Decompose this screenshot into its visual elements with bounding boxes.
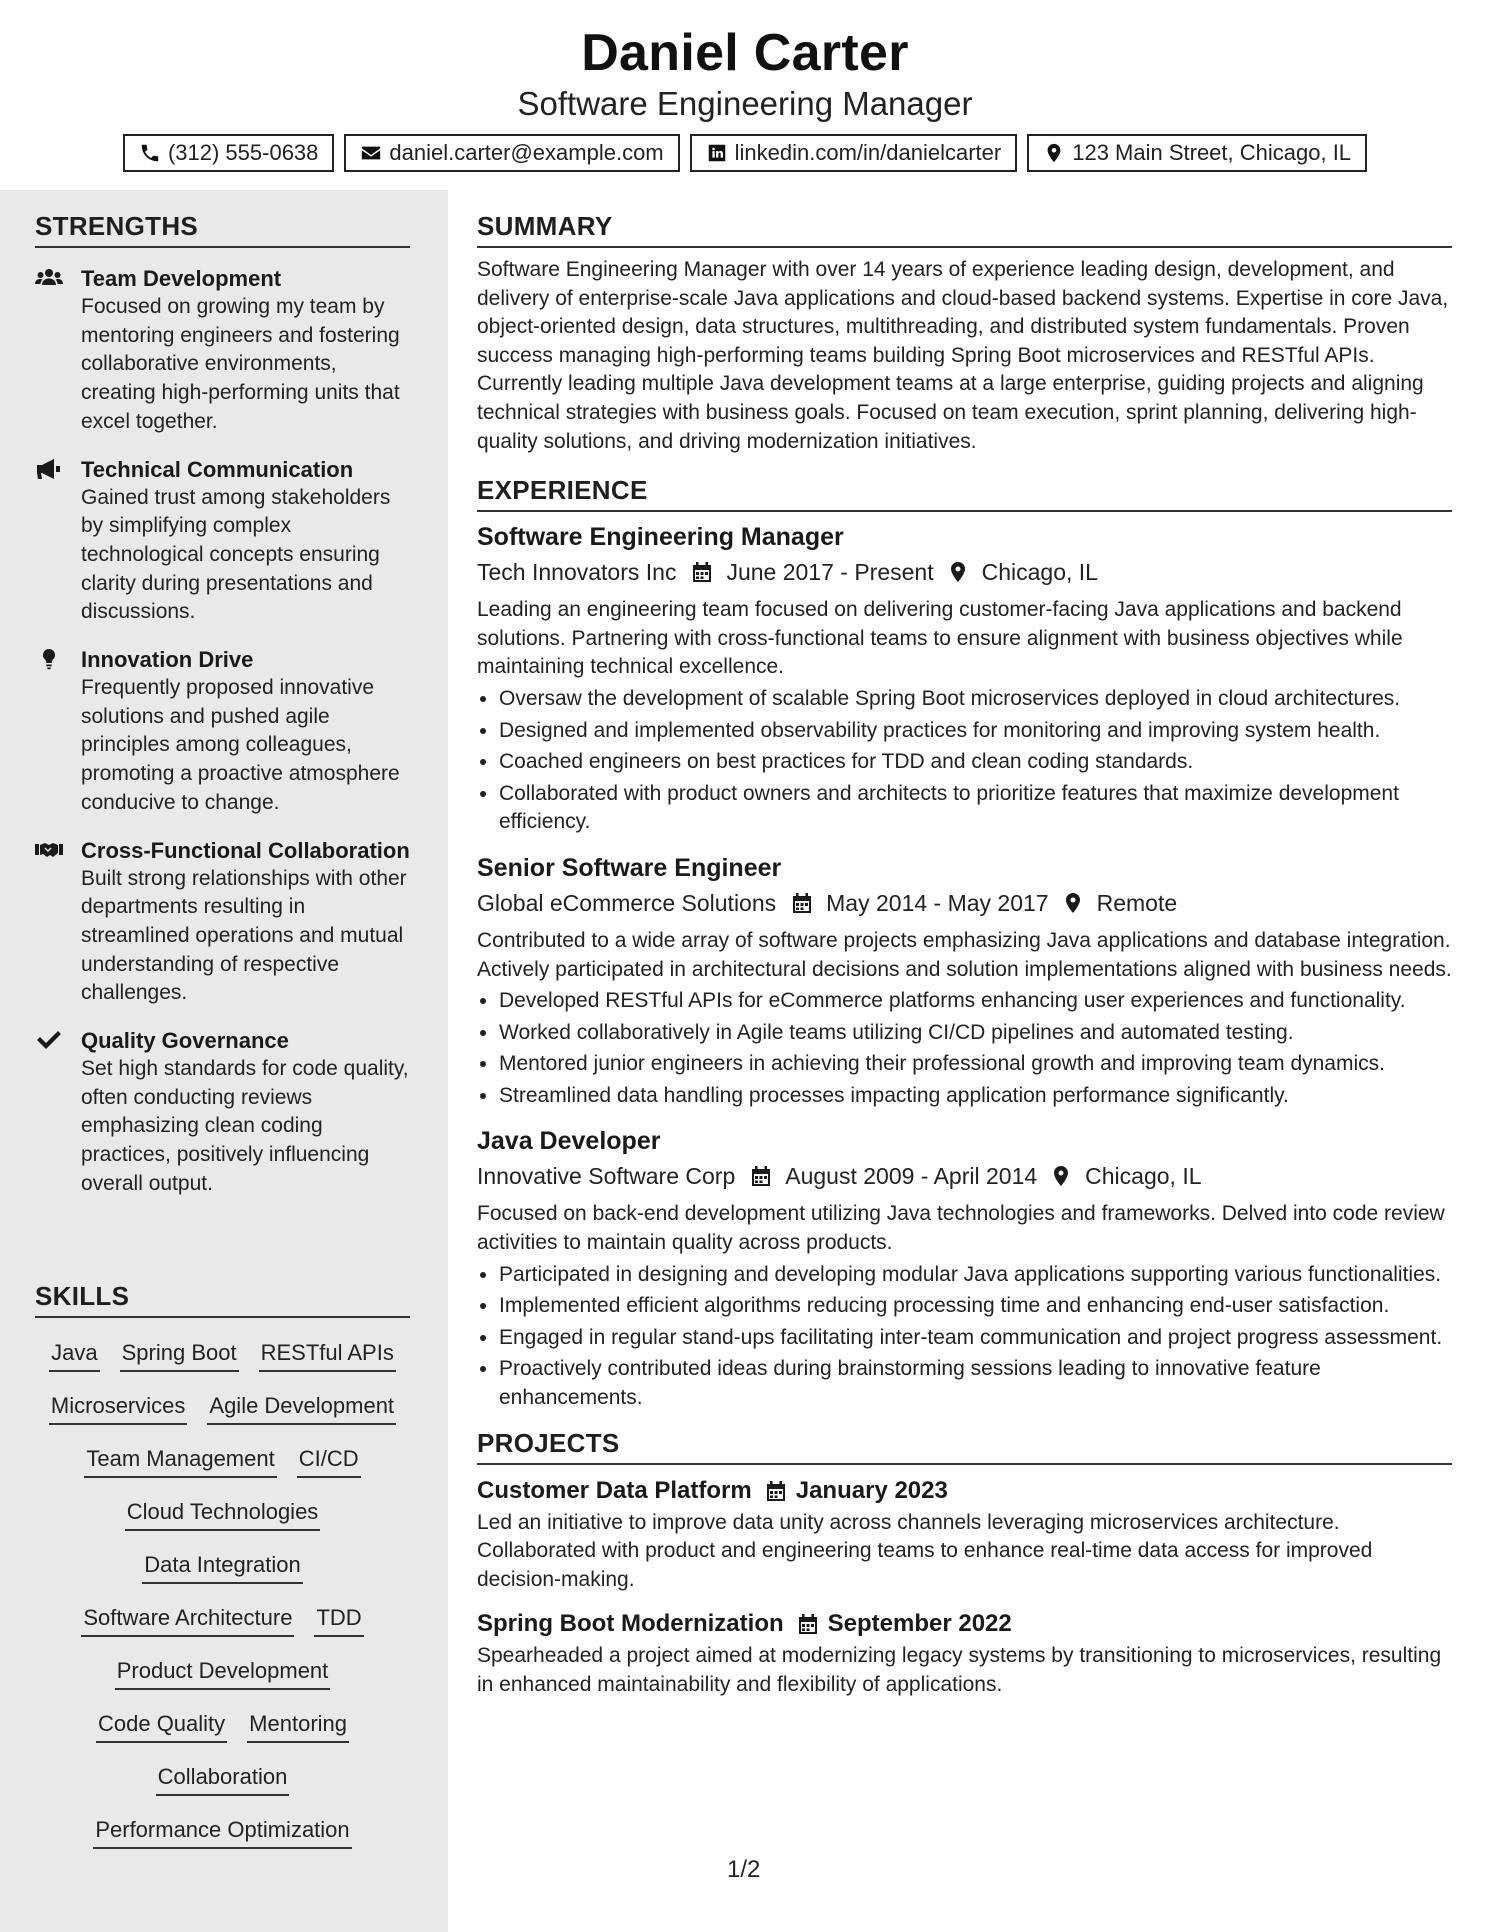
contact-bar xyxy=(0,134,1490,172)
strength-title: Team Development xyxy=(81,266,282,291)
job-bullet: • Streamlined data handling processes impacting application performance significantly. xyxy=(499,1082,1452,1111)
job-location: Remote xyxy=(1096,889,1178,916)
job-bullet: • Worked collaboratively in Agile teams utilizing CI/CD pipelines and automated testing. xyxy=(499,1019,1452,1048)
contact-address-text: 123 Main Street, Chicago, IL xyxy=(1072,140,1352,165)
linkedin-icon xyxy=(706,142,728,164)
project-description: Spearheaded a project aimed at modernizing legacy systems by transitioning to microservices, resulting in enhanced maintainability and flexibility of applications. xyxy=(477,1644,1442,1696)
envelope-icon xyxy=(360,142,382,164)
strength-item xyxy=(35,1026,410,1199)
job-entry xyxy=(477,520,1452,837)
contact-linkedin[interactable] xyxy=(690,134,1018,172)
phone-icon xyxy=(139,142,161,164)
resume-header xyxy=(0,0,1490,172)
contact-phone-text: (312) 555-0638 xyxy=(167,140,319,165)
project-title: Spring Boot Modernization xyxy=(477,1610,784,1638)
handshake-icon xyxy=(35,839,63,861)
project-description: Led an initiative to improve data unity across channels leveraging microservices architecture. Collaborated with product and engineering teams to enhance real-time data access for improved decision-making. xyxy=(477,1510,1373,1591)
skill-tag: CI/CD xyxy=(297,1444,361,1478)
job-bullet: • Mentored junior engineers in achieving their professional growth and improving team dynamics. xyxy=(499,1050,1452,1079)
map-pin-icon xyxy=(948,561,968,583)
job-entry xyxy=(477,851,1452,1111)
job-bullet: • Developed RESTful APIs for eCommerce platforms enhancing user experiences and functionality. xyxy=(499,987,1452,1016)
job-bullet: • Engaged in regular stand-ups facilitating inter-team communication and project progress assessment. xyxy=(499,1324,1452,1353)
skills-section xyxy=(35,1280,410,1860)
strength-item xyxy=(35,645,410,818)
map-pin-icon xyxy=(1063,892,1083,914)
contact-phone[interactable] xyxy=(123,134,334,172)
skill-tag: Mentoring xyxy=(247,1709,349,1743)
job-bullet: • Collaborated with product owners and architects to prioritize features that maximize development efficiency. xyxy=(499,780,1452,837)
calendar-icon xyxy=(792,892,812,914)
calendar-icon xyxy=(751,1165,771,1187)
sidebar xyxy=(0,190,448,1932)
job-bullet: • Designed and implemented observability practices for monitoring and improving system health. xyxy=(499,717,1452,746)
strength-item xyxy=(35,455,410,628)
map-pin-icon xyxy=(1043,142,1065,164)
contact-linkedin-text: linkedin.com/in/danielcarter xyxy=(734,140,1002,165)
map-pin-icon xyxy=(1051,1165,1071,1187)
job-title: Java Developer xyxy=(477,1127,661,1156)
skill-tag: Spring Boot xyxy=(120,1338,239,1372)
project-header xyxy=(477,1606,1452,1642)
skills-list xyxy=(35,1330,410,1860)
project-entry xyxy=(477,1473,1452,1595)
job-title: Senior Software Engineer xyxy=(477,853,782,882)
project-title: Customer Data Platform xyxy=(477,1476,752,1504)
job-dates: June 2017 - Present xyxy=(726,559,934,586)
experience-heading: EXPERIENCE xyxy=(477,474,1452,512)
job-company: Global eCommerce Solutions xyxy=(477,889,777,916)
job-location: Chicago, IL xyxy=(981,559,1098,586)
users-icon xyxy=(35,267,63,289)
lightbulb-icon xyxy=(35,648,63,670)
summary-text: Software Engineering Manager with over 14 years of experience leading design, development, and delivery of enterprise-scale Java applications and cloud-based backend systems. Expertise in core Java, object-oriented design, data structures, multithreading, and distributed system fundamentals. Proven success managing high-performing teams building Spring Boot microservices and RESTful APIs. Currently leading multiple Java development teams at a large enterprise, guiding projects and aligning technical strategies with business goals. Focused on team execution, sprint planning, delivering high-quality solutions, and driving modernization initiatives. xyxy=(477,258,1449,453)
skill-tag: Product Development xyxy=(115,1656,331,1690)
strength-description: Gained trust among stakeholders by simplifying complex technological concepts ensuring clarity during presentations and discussions. xyxy=(81,485,391,624)
skill-tag: Code Quality xyxy=(96,1709,227,1743)
job-title: Software Engineering Manager xyxy=(477,523,844,552)
skill-tag: RESTful APIs xyxy=(259,1338,396,1372)
project-date: September 2022 xyxy=(827,1610,1012,1638)
summary-heading: SUMMARY xyxy=(477,210,1452,248)
strength-item xyxy=(35,264,410,437)
page-number: 1/2 xyxy=(727,1856,761,1883)
project-date: January 2023 xyxy=(795,1476,948,1504)
job-meta xyxy=(477,1158,1452,1194)
job-description: Contributed to a wide array of software projects emphasizing Java applications and database integration. Actively participated in architectural decisions and solution implementations aligned with business needs. xyxy=(477,928,1452,981)
job-company: Tech Innovators Inc xyxy=(477,559,677,586)
strength-description: Set high standards for code quality, often conducting reviews emphasizing clean coding practices, positively influencing overall output. xyxy=(81,1057,409,1195)
skill-tag: Agile Development xyxy=(207,1391,396,1425)
skill-tag: Team Management xyxy=(84,1444,276,1478)
job-meta xyxy=(477,885,1452,921)
job-description: Leading an engineering team focused on delivering customer-facing Java applications and backend solutions. Partnering with cross-functional teams to ensure alignment with business objectives while maintaining technical excellence. xyxy=(477,598,1403,679)
job-dates: May 2014 - May 2017 xyxy=(826,889,1049,916)
strength-title: Technical Communication xyxy=(81,456,354,482)
projects-heading: PROJECTS xyxy=(477,1427,1452,1465)
job-dates: August 2009 - April 2014 xyxy=(785,1163,1038,1190)
job-meta xyxy=(477,554,1452,590)
calendar-icon xyxy=(692,561,712,583)
strength-description: Built strong relationships with other departments resulting in streamlined operations and mutual understanding of respective challenges. xyxy=(81,866,407,1005)
contact-address xyxy=(1027,134,1367,172)
project-header xyxy=(477,1473,1452,1509)
strengths-heading: STRENGTHS xyxy=(35,210,410,248)
job-location: Chicago, IL xyxy=(1085,1163,1202,1190)
job-bullets xyxy=(477,1261,1452,1413)
skill-tag: Cloud Technologies xyxy=(125,1497,321,1531)
strength-description: Focused on growing my team by mentoring engineers and fostering collaborative environments, creating high-performing units that excel together. xyxy=(81,295,400,433)
checkmark-icon xyxy=(35,1029,63,1051)
skill-tag: Data Integration xyxy=(142,1550,303,1584)
job-bullet: • Coached engineers on best practices for TDD and clean coding standards. xyxy=(499,748,1452,777)
job-company: Innovative Software Corp xyxy=(477,1163,736,1190)
job-bullet: • Implemented efficient algorithms reducing processing time and enhancing end-user satisfaction. xyxy=(499,1292,1452,1321)
contact-email-text: daniel.carter@example.com xyxy=(389,140,664,165)
strength-title: Quality Governance xyxy=(81,1028,289,1054)
strength-title: Cross-Functional Collaboration xyxy=(81,837,410,863)
strength-title: Innovation Drive xyxy=(81,647,254,673)
strength-item xyxy=(35,836,410,1009)
main-column xyxy=(477,210,1452,1712)
project-entry xyxy=(477,1606,1452,1699)
candidate-name: Daniel Carter xyxy=(581,24,909,82)
skill-tag: Microservices xyxy=(49,1391,187,1425)
skills-heading: SKILLS xyxy=(35,1280,410,1318)
job-bullets xyxy=(477,987,1452,1110)
strengths-section xyxy=(35,210,410,1217)
skill-tag: Collaboration xyxy=(156,1762,290,1796)
job-entry xyxy=(477,1124,1452,1412)
skill-tag: Performance Optimization xyxy=(93,1815,351,1849)
megaphone-icon xyxy=(35,458,63,480)
job-bullet: • Participated in designing and developing modular Java applications supporting various functionalities. xyxy=(499,1261,1452,1290)
job-bullet: • Proactively contributed ideas during brainstorming sessions leading to innovative feature enhancements. xyxy=(499,1355,1452,1412)
skill-tag: TDD xyxy=(314,1603,363,1637)
candidate-title: Software Engineering Manager xyxy=(517,85,973,122)
calendar-icon xyxy=(766,1480,786,1502)
calendar-icon xyxy=(798,1613,818,1635)
skill-tag: Software Architecture xyxy=(81,1603,294,1637)
contact-email[interactable] xyxy=(344,134,679,172)
job-bullets xyxy=(477,685,1452,837)
job-description: Focused on back-end development utilizing Java technologies and frameworks. Delved into code review activities to maintain quality across products. xyxy=(477,1202,1445,1255)
strength-description: Frequently proposed innovative solutions and pushed agile principles among colleagues, promoting a proactive atmosphere conducive to change. xyxy=(81,676,400,814)
job-bullet: • Oversaw the development of scalable Spring Boot microservices deployed in cloud architectures. xyxy=(499,685,1452,714)
skill-tag: Java xyxy=(49,1338,99,1372)
